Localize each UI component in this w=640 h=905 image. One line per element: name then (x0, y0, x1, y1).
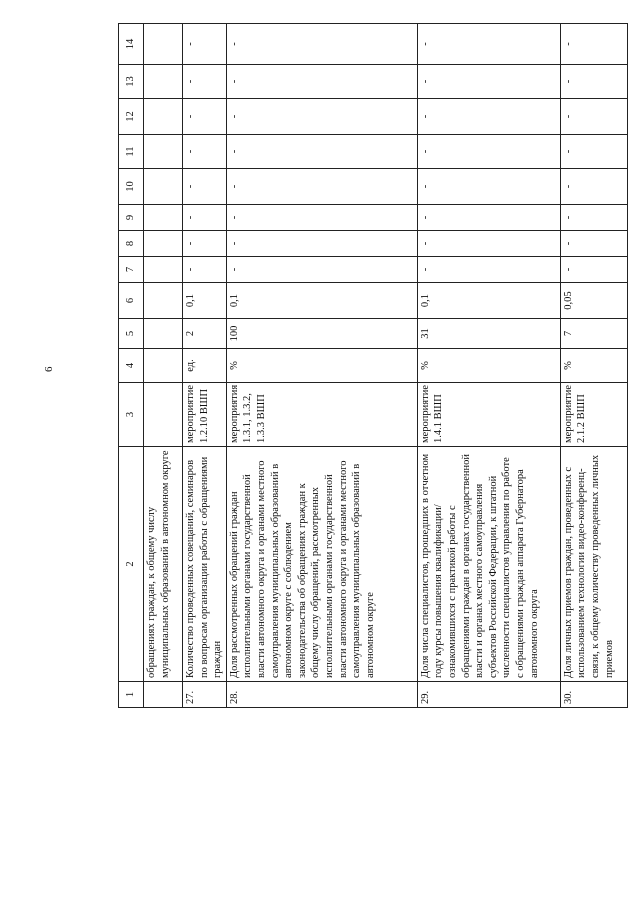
cell-7: - (417, 257, 560, 283)
header-cell: 10 (119, 169, 144, 205)
rotated-table-wrapper (118, 28, 640, 708)
cell-8: - (226, 231, 417, 257)
header-cell: 9 (119, 205, 144, 231)
cell-10: - (226, 169, 417, 205)
cell-num: 28. (226, 682, 417, 708)
header-cell: 13 (119, 65, 144, 99)
cell-8: - (183, 231, 227, 257)
cell-unit: % (417, 349, 560, 383)
table-row (417, 24, 560, 708)
cell-7: - (226, 257, 417, 283)
cell-5 (144, 319, 183, 349)
cell-6 (144, 283, 183, 319)
cell-name: обращениях граждан, к общему числу муниципальных образований в автономном округе (144, 447, 183, 682)
cell-8: - (560, 231, 627, 257)
cell-14: - (560, 24, 627, 65)
cell-10: - (560, 169, 627, 205)
cell-13: - (560, 65, 627, 99)
header-cell: 4 (119, 349, 144, 383)
cell-name: Доля личных приемов граждан, проведенных с использованием технологии видео-конференц-связи, к общему количеству проведенных личных приемов (560, 447, 627, 682)
cell-9 (144, 205, 183, 231)
cell-9: - (183, 205, 227, 231)
cell-unit: % (226, 349, 417, 383)
cell-14 (144, 24, 183, 65)
cell-7 (144, 257, 183, 283)
cell-8 (144, 231, 183, 257)
cell-source: мероприятие 1.4.1 ВШП (417, 383, 560, 447)
cell-num: 29. (417, 682, 560, 708)
page-number: 6 (43, 366, 55, 372)
cell-14: - (183, 24, 227, 65)
header-row (119, 24, 144, 708)
header-cell: 7 (119, 257, 144, 283)
cell-6: 0,1 (417, 283, 560, 319)
cell-unit: % (560, 349, 627, 383)
cell-source (144, 383, 183, 447)
cell-12: - (183, 99, 227, 135)
cell-11: - (183, 135, 227, 169)
indicators-table (118, 23, 628, 708)
cell-10: - (417, 169, 560, 205)
cell-11: - (560, 135, 627, 169)
header-cell: 11 (119, 135, 144, 169)
cell-source: мероприятие 2.1.2 ВШП (560, 383, 627, 447)
cell-num: 30. (560, 682, 627, 708)
cell-source: мероприятия 1.3.1, 1.3.2, 1.3.3 ВШП (226, 383, 417, 447)
cell-11: - (417, 135, 560, 169)
cell-10 (144, 169, 183, 205)
table-row (560, 24, 627, 708)
cell-5: 31 (417, 319, 560, 349)
header-cell: 14 (119, 24, 144, 65)
cell-6: 0,1 (226, 283, 417, 319)
header-cell: 2 (119, 447, 144, 682)
cell-unit (144, 349, 183, 383)
header-cell: 1 (119, 682, 144, 708)
header-cell: 6 (119, 283, 144, 319)
cell-9: - (226, 205, 417, 231)
cell-12 (144, 99, 183, 135)
cell-unit: ед. (183, 349, 227, 383)
cell-13: - (183, 65, 227, 99)
cell-12: - (226, 99, 417, 135)
header-cell: 3 (119, 383, 144, 447)
cell-6: 0,05 (560, 283, 627, 319)
cell-12: - (560, 99, 627, 135)
cell-13: - (226, 65, 417, 99)
cell-7: - (183, 257, 227, 283)
cell-name: Количество проведенных совещаний, семинаров по вопросам организации работы с обращениями граждан (183, 447, 227, 682)
cell-11 (144, 135, 183, 169)
cell-13 (144, 65, 183, 99)
cell-14: - (417, 24, 560, 65)
cell-num (144, 682, 183, 708)
cell-source: мероприятие 1.2.10 ВШП (183, 383, 227, 447)
cell-name: Доля рассмотренных обращений граждан исполнительными органами государственной власти автономного округа и органами местного самоуправления муниципальных образований в автономном округе с соблюдением законодательства об обращениях граждан к общему числу обращений, рассмотренных исполнительными органами государственной власти автономного округа и органами местного самоуправления муниципальных образований в автономном округе (226, 447, 417, 682)
header-cell: 5 (119, 319, 144, 349)
cell-9: - (560, 205, 627, 231)
cell-11: - (226, 135, 417, 169)
cell-num: 27. (183, 682, 227, 708)
cell-13: - (417, 65, 560, 99)
cell-10: - (183, 169, 227, 205)
header-cell: 12 (119, 99, 144, 135)
cell-5: 7 (560, 319, 627, 349)
table-row (226, 24, 417, 708)
cell-8: - (417, 231, 560, 257)
cell-5: 2 (183, 319, 227, 349)
cell-5: 100 (226, 319, 417, 349)
header-cell: 8 (119, 231, 144, 257)
cell-12: - (417, 99, 560, 135)
cell-9: - (417, 205, 560, 231)
cell-name: Доля числа специалистов, прошедших в отчетном году курсы повышения квалификации/ознакомившихся с практикой работы с обращениями граждан в органах государственной власти и органах местного самоуправления субъектов Российской Федерации, к штатной численности специалистов управления по работе с обращениями граждан аппарата Губернатора автономного округа (417, 447, 560, 682)
cell-14: - (226, 24, 417, 65)
table-row (183, 24, 227, 708)
table-row-continuation (144, 24, 183, 708)
cell-7: - (560, 257, 627, 283)
cell-6: 0,1 (183, 283, 227, 319)
